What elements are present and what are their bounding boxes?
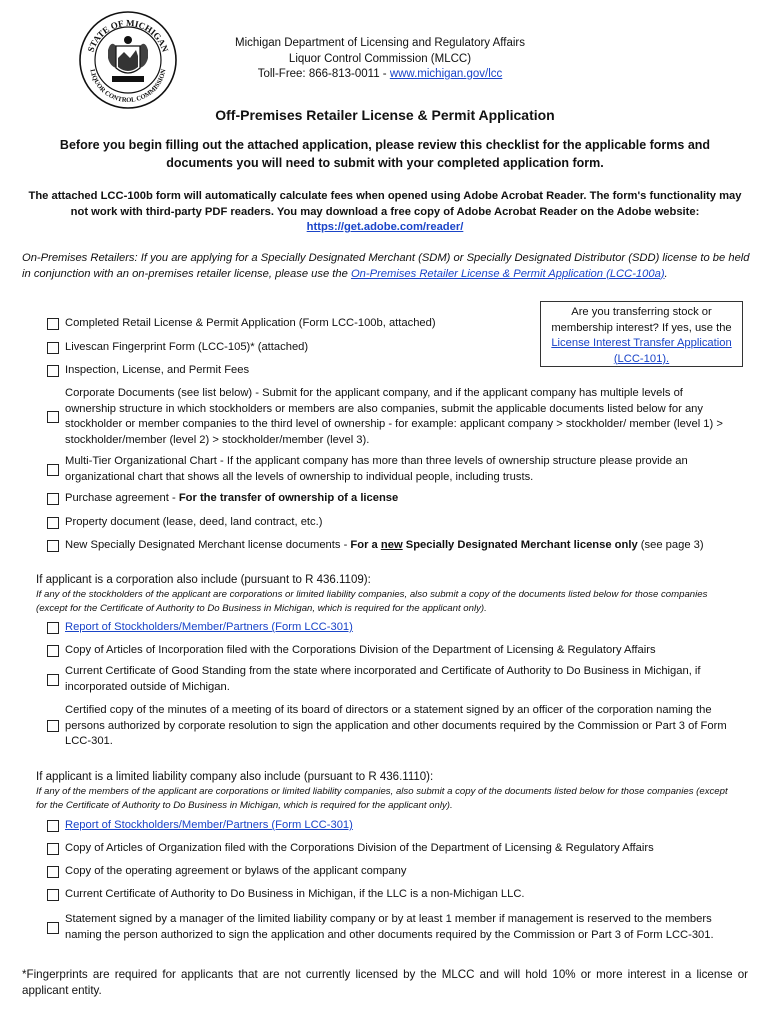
checklist-item bbox=[47, 386, 733, 448]
on-premises-note-end: . bbox=[664, 267, 668, 280]
checklist-item-label bbox=[65, 491, 398, 507]
checkbox[interactable] bbox=[47, 411, 59, 423]
checklist-item-label: Inspection, License, and Permit Fees bbox=[65, 364, 250, 376]
fingerprint-footnote: *Fingerprints are required for applicants that are not currently licensed by the MLCC and will hold 10% or more interest in a license or applicant entity. bbox=[22, 968, 748, 997]
checklist-item-label: Multi-Tier Organizational Chart - If the applicant company has more than three levels of ownership structure please provide an organizational chart that shows all the levels of ownership to individual people, including trusts. bbox=[65, 455, 688, 483]
checklist-item bbox=[47, 515, 733, 531]
checkbox[interactable] bbox=[47, 464, 59, 476]
checklist-item-label: Copy of Articles of Incorporation filed with the Corporations Division of the Department of Licensing & Regulatory Affairs bbox=[65, 644, 656, 656]
checkbox[interactable] bbox=[47, 622, 59, 634]
checklist-item bbox=[47, 703, 733, 750]
llc-note: If any of the members of the applicant are corporations or limited liability companies, also submit a copy of the documents listed below for those companies (except for the Certificate of Authority to Do Business in Michigan, which is required for the applicant only). bbox=[36, 786, 728, 811]
checklist-item bbox=[47, 664, 733, 695]
checklist-item-label: Completed Retail License & Permit Application (Form LCC-100b, attached) bbox=[65, 317, 436, 329]
adobe-reader-link[interactable]: https://get.adobe.com/reader/ bbox=[306, 221, 464, 233]
checklist-item bbox=[47, 818, 733, 834]
checklist-item-label: Property document (lease, deed, land contract, etc.) bbox=[65, 516, 323, 528]
checklist-item bbox=[47, 316, 527, 332]
corporation-heading: If applicant is a corporation also include (pursuant to R 436.1109): bbox=[36, 574, 371, 586]
checklist-item bbox=[47, 363, 527, 379]
checkbox[interactable] bbox=[47, 540, 59, 552]
adobe-note-text: The attached LCC-100b form will automatically calculate fees when opened using Adobe Acrobat Reader. The form's functionality may not work with third-party PDF readers. You may download a free copy of Adobe Acrobat Reader on the Adobe website: bbox=[28, 190, 742, 218]
on-premises-note bbox=[22, 251, 750, 282]
checklist-item-label: Copy of Articles of Organization filed with the Corporations Division of the Department of Licensing & Regulatory Affairs bbox=[65, 842, 654, 854]
checkbox[interactable] bbox=[47, 720, 59, 732]
checkbox[interactable] bbox=[47, 365, 59, 377]
checklist-item bbox=[47, 538, 733, 554]
checklist-item bbox=[47, 887, 733, 903]
checkbox[interactable] bbox=[47, 820, 59, 832]
sdm-emphasis-new: new bbox=[380, 539, 403, 551]
checkbox[interactable] bbox=[47, 866, 59, 878]
page-title: Off-Premises Retailer License & Permit Application bbox=[215, 107, 555, 123]
checkbox[interactable] bbox=[47, 517, 59, 529]
license-interest-transfer-link[interactable]: License Interest Transfer Application (LCC-101). bbox=[551, 337, 732, 365]
on-premises-note-text: On-Premises Retailers: If you are applying for a Specially Designated Merchant (SDM) or Specially Designated Distributor (SDD) license to be held in conjunction with an on-premises retailer license, please use the bbox=[22, 252, 750, 280]
on-premises-application-link[interactable]: On-Premises Retailer License & Permit Application (LCC-100a) bbox=[350, 267, 665, 280]
checklist-item-label bbox=[65, 538, 704, 554]
checklist-item-label: Corporate Documents (see list below) - Submit for the applicant company, and if the applicant company has multiple levels of ownership structure in which stockholders or members are also companies, submit the applicable documents listed below for any stockholder or member companies to the third level of ownership - for example: applicant company > stockholder/ member (level 1) > stockholder/member (level 2) > stockholder/member (level 3). bbox=[65, 387, 723, 446]
checklist-item-label: Current Certificate of Good Standing from the state where incorporated and Certificate of Authority to Do Business in Michigan, if incorporated outside of Michigan. bbox=[65, 665, 701, 693]
checkbox[interactable] bbox=[47, 493, 59, 505]
website-link[interactable]: www.michigan.gov/lcc bbox=[389, 68, 503, 80]
checklist-item bbox=[47, 491, 733, 507]
checklist-item bbox=[47, 864, 733, 880]
sdm-docs-text: New Specially Designated Merchant license documents - bbox=[65, 539, 351, 551]
sdm-emphasis-2: Specially Designated Merchant license only bbox=[402, 539, 638, 551]
stockholders-report-link[interactable]: Report of Stockholders/Member/Partners (Form LCC-301) bbox=[65, 621, 353, 633]
sdm-emphasis-1: For a bbox=[350, 539, 381, 551]
checkbox[interactable] bbox=[47, 674, 59, 686]
checklist-item bbox=[47, 912, 733, 943]
checklist-item bbox=[47, 620, 733, 636]
checkbox[interactable] bbox=[47, 922, 59, 934]
contact-line bbox=[180, 67, 580, 83]
tollfree-text: Toll-Free: 866-813-0011 - bbox=[257, 68, 390, 80]
checklist-item bbox=[47, 841, 733, 857]
checklist-item-label: Certified copy of the minutes of a meeting of its board of directors or a statement signed by an officer of the corporation naming the persons authorized by corporate resolution to sign the application and other documents required by the Commission or Part 3 of Form LCC-301. bbox=[65, 704, 727, 747]
checklist-item-label: Copy of the operating agreement or bylaws of the applicant company bbox=[65, 865, 407, 877]
agency-header bbox=[180, 36, 580, 83]
checkbox[interactable] bbox=[47, 342, 59, 354]
adobe-reader-note bbox=[22, 189, 748, 236]
llc-heading: If applicant is a limited liability company also include (pursuant to R 436.1110): bbox=[36, 771, 434, 783]
corporation-note: If any of the stockholders of the applicant are corporations or limited liability companies, also submit a copy of the documents listed below for those companies (except for the Certificate of Authority to Do Business in Michigan, which is required for the applicant only). bbox=[36, 589, 708, 614]
checklist-item bbox=[47, 643, 733, 659]
purchase-agreement-text: Purchase agreement - bbox=[65, 492, 179, 504]
michigan-seal-logo bbox=[78, 10, 178, 110]
checkbox[interactable] bbox=[47, 318, 59, 330]
checklist-item bbox=[47, 454, 733, 485]
department-name: Michigan Department of Licensing and Regulatory Affairs bbox=[234, 37, 525, 49]
checkbox[interactable] bbox=[47, 889, 59, 901]
stockholders-report-link[interactable]: Report of Stockholders/Member/Partners (Form LCC-301) bbox=[65, 819, 353, 831]
checkbox[interactable] bbox=[47, 843, 59, 855]
seal-top-text: STATE OF MICHIGAN bbox=[85, 17, 171, 54]
seal-bottom-text: LIQUOR CONTROL COMMISSION bbox=[88, 68, 168, 105]
transfer-callout-box bbox=[540, 301, 743, 367]
checklist-item-label: Livescan Fingerprint Form (LCC-105)* (attached) bbox=[65, 341, 309, 353]
checklist-item-label: Current Certificate of Authority to Do Business in Michigan, if the LLC is a non-Michigan LLC. bbox=[65, 888, 525, 900]
intro-instructions: Before you begin filling out the attached application, please review this checklist for the applicable forms and documents you will need to submit with your completed application form. bbox=[59, 138, 711, 170]
callout-text: Are you transferring stock or membership interest? If yes, use the bbox=[551, 306, 732, 334]
checklist-item-label: Statement signed by a manager of the limited liability company or by at least 1 member if management is reserved to the members naming the person authorized to sign the application and other documents required by the Commission or Part 3 of Form LCC-301. bbox=[65, 913, 714, 941]
sdm-page-ref: (see page 3) bbox=[637, 539, 704, 551]
checklist-item bbox=[47, 340, 527, 356]
checkbox[interactable] bbox=[47, 645, 59, 657]
commission-name: Liquor Control Commission (MLCC) bbox=[288, 52, 472, 65]
purchase-agreement-emphasis: For the transfer of ownership of a license bbox=[178, 492, 399, 504]
